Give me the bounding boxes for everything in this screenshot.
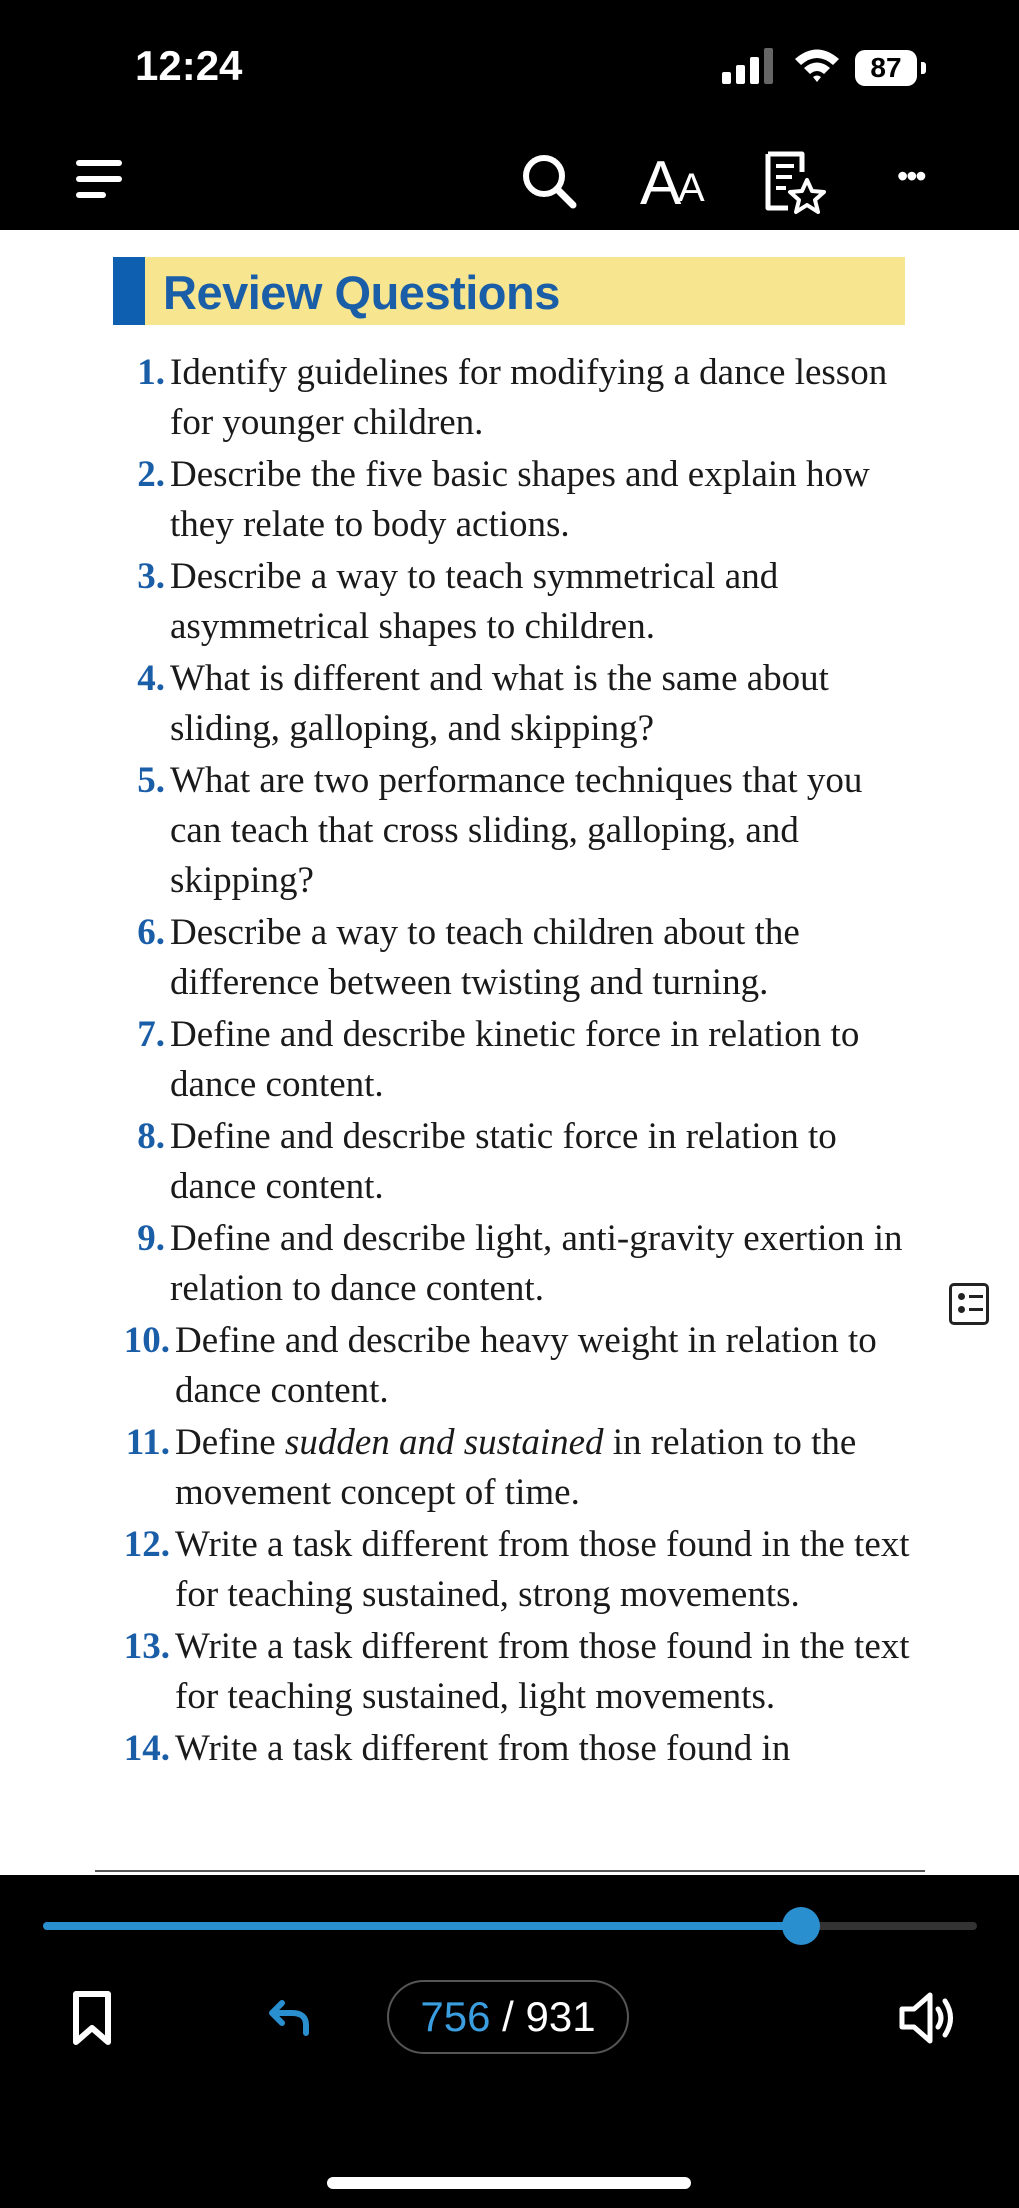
- question-number: 3.: [137, 556, 165, 597]
- question-number: 12.: [123, 1524, 170, 1565]
- undo-back-icon[interactable]: [268, 1999, 312, 2039]
- list-item: [113, 1316, 913, 1416]
- page-separator: /: [490, 1993, 526, 2040]
- question-text: Define and describe static force in relation to dance content.: [170, 1116, 837, 1207]
- list-item: [113, 1724, 913, 1774]
- speaker-read-aloud-icon[interactable]: [896, 1987, 958, 2049]
- page-bottom-rule: [95, 1870, 925, 1872]
- question-text: Describe the five basic shapes and explain how they relate to body actions.: [170, 454, 870, 545]
- page-progress-slider[interactable]: [43, 1922, 977, 1930]
- list-item: [113, 908, 913, 1008]
- font-icon-small-letter: A: [678, 166, 705, 210]
- question-text: Describe a way to teach symmetrical and asymmetrical shapes to children.: [170, 556, 779, 647]
- question-number: 11.: [125, 1422, 170, 1463]
- question-list: [113, 348, 913, 1776]
- list-item: [113, 348, 913, 448]
- cellular-signal-icon: [722, 48, 774, 84]
- total-pages: 931: [525, 1993, 596, 2040]
- list-item: [113, 1214, 913, 1314]
- list-item: [113, 450, 913, 550]
- status-bar: [0, 0, 1019, 130]
- bookmark-list-icon[interactable]: [762, 150, 828, 216]
- question-text: Define and describe kinetic force in relation to dance content.: [170, 1014, 860, 1105]
- search-icon[interactable]: [520, 152, 578, 210]
- reader-controls: [0, 1875, 1019, 2208]
- question-number: 2.: [137, 454, 165, 495]
- home-indicator[interactable]: [327, 2177, 691, 2189]
- battery-indicator: 87: [855, 50, 917, 86]
- question-number: 4.: [137, 658, 165, 699]
- wifi-icon: [793, 46, 841, 84]
- question-number: 1.: [137, 352, 165, 393]
- clock: 12:24: [135, 42, 243, 89]
- question-number: 13.: [123, 1626, 170, 1667]
- section-header-bar: [113, 257, 145, 325]
- bookmark-icon[interactable]: [72, 1990, 112, 2046]
- current-page: 756: [420, 1993, 491, 2040]
- question-text: Write a task different from those found in the text for teaching sustained, light movements.: [175, 1626, 910, 1717]
- progress-thumb[interactable]: [782, 1907, 820, 1945]
- question-number: 10.: [123, 1320, 170, 1361]
- question-number: 5.: [137, 760, 165, 801]
- more-icon[interactable]: •••: [897, 158, 925, 194]
- list-item: [113, 1112, 913, 1212]
- list-item: [113, 756, 913, 906]
- question-text-end: in relation to the movement concept of time.: [175, 1422, 857, 1513]
- list-item: [113, 1418, 913, 1518]
- question-text: Define and describe heavy weight in relation to dance content.: [175, 1320, 877, 1411]
- list-item: [113, 1520, 913, 1620]
- reader-toolbar: [0, 130, 1019, 230]
- table-of-contents-icon[interactable]: [949, 1283, 989, 1325]
- question-text: Describe a way to teach children about the difference between twisting and turning.: [170, 912, 800, 1003]
- font-size-icon[interactable]: [640, 142, 710, 218]
- question-text: Identify guidelines for modifying a dance lesson for younger children.: [170, 352, 888, 443]
- list-item: [113, 1622, 913, 1722]
- question-number: 6.: [137, 912, 165, 953]
- question-number: 7.: [137, 1014, 165, 1055]
- section-title: Review Questions: [163, 266, 560, 319]
- battery-tip: [921, 62, 926, 74]
- menu-icon[interactable]: [76, 158, 122, 200]
- font-icon-large-letter: A: [640, 149, 682, 218]
- question-number: 8.: [137, 1116, 165, 1157]
- question-number: 9.: [137, 1218, 165, 1259]
- question-text-italic: sudden and sustained: [284, 1422, 604, 1463]
- question-text: Write a task different from those found in: [175, 1728, 791, 1769]
- question-number: 14.: [123, 1728, 170, 1769]
- list-item: [113, 654, 913, 754]
- question-text: Define and describe light, anti-gravity exertion in relation to dance content.: [170, 1218, 903, 1309]
- list-item: [113, 552, 913, 652]
- question-text: Write a task different from those found in the text for teaching sustained, strong movements.: [175, 1524, 910, 1615]
- question-text-start: Define: [175, 1422, 285, 1463]
- question-text: What is different and what is the same about sliding, galloping, and skipping?: [170, 658, 829, 749]
- book-page: [0, 230, 1019, 1875]
- section-header: [113, 257, 905, 325]
- progress-fill: [43, 1922, 801, 1930]
- question-text: What are two performance techniques that you can teach that cross sliding, galloping, and skipping?: [170, 760, 863, 901]
- list-item: [113, 1010, 913, 1110]
- page-indicator[interactable]: [387, 1980, 629, 2054]
